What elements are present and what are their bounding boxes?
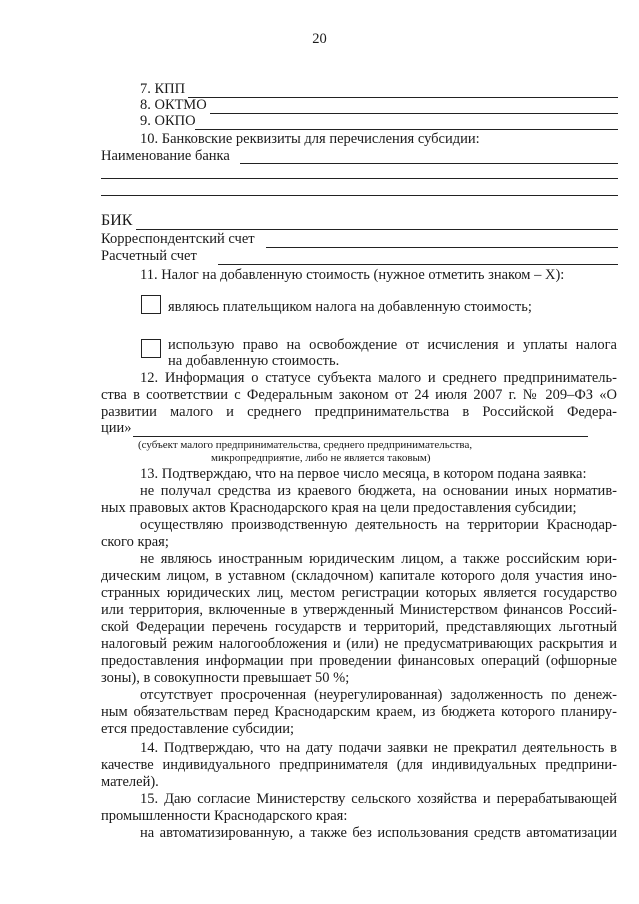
- vat-exempt-label-1: использую право на освобождение от исчисления и уплаты налога: [168, 337, 617, 353]
- corr-account-label: Корреспондентский счет: [101, 231, 255, 247]
- settlement-account-label: Расчетный счет: [101, 248, 197, 264]
- p13-line-6: не являюсь иностранным юридическим лицом, а также российским юри-: [140, 551, 617, 567]
- p13-line-10: ской Федерации перечень государств и территорий, представляющих льготный: [101, 619, 617, 635]
- p13-line-11: налоговый режим налогообложения и (или) не предусматривающих раскрытия и: [101, 636, 617, 652]
- sme-line-4: ции»: [101, 420, 132, 436]
- p13-line-9: или территория, включенные в утвержденный Министерством финансов Россий-: [101, 602, 617, 618]
- bik-label: БИК: [101, 212, 133, 229]
- kpp-label: 7. КПП: [140, 81, 186, 97]
- p14-line-2: качестве индивидуального предпринимателя (для индивидуальных предприни-: [101, 757, 617, 773]
- vat-exempt-label-2: на добавленную стоимость.: [168, 353, 340, 369]
- oktmo-field[interactable]: [210, 113, 618, 114]
- p13-line-7: дическим лицом, в уставном (складочном) капитале которого доля участия ино-: [101, 568, 617, 584]
- p13-line-8: странных юридических лиц, местом регистрации которых является государство: [101, 585, 617, 601]
- corr-account-field[interactable]: [266, 247, 618, 248]
- page-number: 20: [312, 31, 327, 47]
- p15-line-2: промышленности Краснодарского края:: [101, 808, 348, 824]
- p13-line-1: 13. Подтверждаю, что на первое число месяца, в котором подана заявка:: [140, 466, 587, 482]
- settlement-account-field[interactable]: [218, 264, 618, 265]
- p13-line-4: осуществляю производственную деятельность на территории Краснодар-: [140, 517, 617, 533]
- p13-line-12: предоставления информации при проведении финансовых операций (офшорные: [101, 653, 617, 669]
- sme-status-field[interactable]: [133, 436, 588, 437]
- sme-line-3: развитии малого и среднего предпринимательства в Российской Федера-: [101, 404, 617, 420]
- vat-heading: 11. Налог на добавленную стоимость (нужное отметить знаком – Х):: [140, 267, 565, 283]
- bank-name-field[interactable]: [240, 163, 618, 164]
- oktmo-label: 8. ОКТМО: [140, 97, 207, 113]
- p14-line-1: 14. Подтверждаю, что на дату подачи заявки не прекратил деятельность в: [140, 740, 617, 756]
- p13-line-13: зоны), в совокупности превышает 50 %;: [101, 670, 350, 686]
- p13-line-5: ского края;: [101, 534, 169, 550]
- okpo-label: 9. ОКПО: [140, 113, 196, 129]
- okpo-field[interactable]: [195, 129, 618, 130]
- sme-line-1: 12. Информация о статусе субъекта малого и среднего предприниматель-: [140, 370, 617, 386]
- kpp-field[interactable]: [188, 97, 618, 98]
- bank-name-label: Наименование банка: [101, 148, 230, 164]
- vat-exempt-checkbox[interactable]: [141, 339, 161, 358]
- sme-hint-1: (субъект малого предпринимательства, среднего предпринимательства,: [138, 439, 473, 451]
- p15-line-1: 15. Даю согласие Министерству сельского хозяйства и перерабатывающей: [140, 791, 617, 807]
- p13-line-14: отсутствует просроченная (неурегулированная) задолженность по денеж-: [140, 687, 617, 703]
- p14-line-3: мателей).: [101, 774, 159, 790]
- bank-name-field-3[interactable]: [101, 195, 618, 196]
- sme-line-2: ства в соответствии с Федеральным законом от 24 июля 2007 г. № 209–ФЗ «О: [101, 387, 617, 403]
- p13-line-3: ных правовых актов Краснодарского края на цели предоставления субсидии;: [101, 500, 577, 516]
- p15-line-3: на автоматизированную, а также без использования средств автоматизации: [140, 825, 617, 841]
- p13-line-15: ным обязательствам перед Краснодарским краем, из бюджета которого планиру-: [101, 704, 617, 720]
- sme-hint-2: микропредприятие, либо не является таковым): [211, 452, 431, 464]
- bank-name-field-2[interactable]: [101, 178, 618, 179]
- vat-payer-checkbox[interactable]: [141, 295, 161, 314]
- bank-details-heading: 10. Банковские реквизиты для перечисления субсидии:: [140, 131, 480, 147]
- bik-field[interactable]: [136, 229, 618, 230]
- p13-line-16: ется предоставление субсидии;: [101, 721, 295, 737]
- p13-line-2: не получал средства из краевого бюджета, на основании иных норматив-: [140, 483, 617, 499]
- vat-payer-label: являюсь плательщиком налога на добавленную стоимость;: [168, 299, 532, 315]
